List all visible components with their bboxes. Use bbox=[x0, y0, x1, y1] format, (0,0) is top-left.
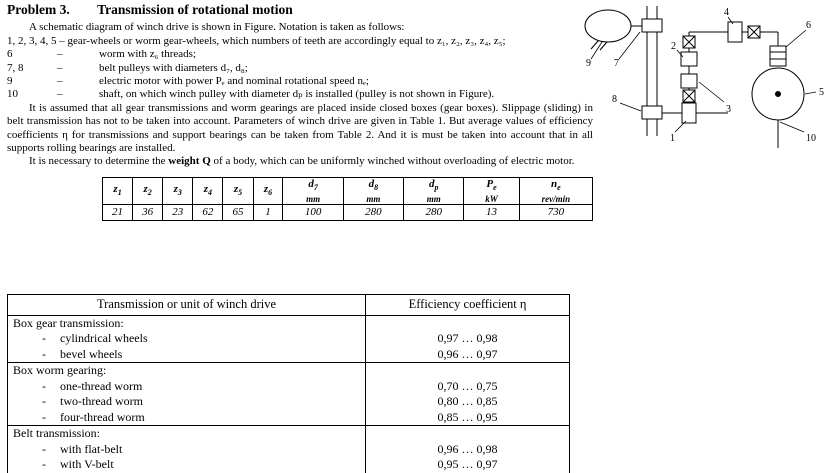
item-value: 0,96 … 0,98 bbox=[437, 441, 498, 456]
table1-header-cell: $d_p$ mm bbox=[404, 177, 464, 205]
table1-header-cell: $z_1$ bbox=[103, 177, 133, 205]
item-value: 0,96 … 0,97 bbox=[437, 346, 498, 361]
diagram-label-5: 5 bbox=[819, 87, 824, 98]
winch-drive-diagram bbox=[578, 2, 834, 172]
table2-section-gear bbox=[8, 316, 569, 364]
item-bullet: - bbox=[42, 409, 46, 424]
task-text: of a body, which can be uniformly winched without overloading of electric motor. bbox=[210, 155, 575, 168]
table2-empty-cell bbox=[366, 363, 569, 379]
gear-4-shape bbox=[728, 22, 742, 42]
item-label: one-thread worm bbox=[60, 378, 143, 393]
table1-value-cell: 100 bbox=[283, 205, 343, 221]
diagram-label-1: 1 bbox=[670, 133, 675, 144]
notation-text: worm with z₆ threads; bbox=[99, 48, 197, 61]
table1-value-cell: 21 bbox=[103, 205, 133, 221]
table2-section-title-row bbox=[8, 426, 569, 442]
table1-value-cell: 1 bbox=[253, 205, 283, 221]
item-value: 0,80 … 0,85 bbox=[437, 394, 498, 408]
diagram-label-9: 9 bbox=[586, 58, 591, 69]
table2-empty-cell bbox=[366, 316, 569, 332]
item-bullet: - bbox=[42, 331, 46, 345]
notation-item-shaft bbox=[7, 88, 593, 101]
notation-num: 9 bbox=[7, 75, 13, 88]
notation-text: belt pulleys with diameters d₇, d₈; bbox=[99, 61, 248, 74]
table1-value-cell: 730 bbox=[519, 205, 592, 221]
item-bullet: - bbox=[42, 457, 46, 471]
gear-train-shape bbox=[662, 22, 778, 123]
table2-empty-cell bbox=[366, 426, 569, 442]
pulley-8-shape bbox=[642, 106, 662, 119]
diagram-label-2: 2 bbox=[671, 41, 676, 52]
table1-value-cell: 280 bbox=[343, 205, 403, 221]
table2-section-belt bbox=[8, 426, 569, 473]
parameters-table bbox=[102, 177, 593, 222]
task-weight-q: weight Q bbox=[168, 155, 211, 168]
worm-6-shape bbox=[770, 46, 786, 66]
gear-1-shape bbox=[682, 103, 696, 123]
page-title bbox=[7, 3, 593, 16]
table1-value-cell: 13 bbox=[464, 205, 519, 221]
table2-col2-header: Efficiency coefficient η bbox=[408, 297, 527, 311]
table1-value-cell: 36 bbox=[133, 205, 163, 221]
notation-item-motor bbox=[7, 75, 593, 88]
motor-shape bbox=[585, 10, 646, 50]
table2-section-title-row bbox=[8, 316, 569, 332]
notation-num: 7, 8 bbox=[7, 61, 24, 74]
item-value: 0,97 … 0,98 bbox=[437, 331, 498, 345]
table2-item-row bbox=[8, 331, 569, 347]
section-title: Belt transmission: bbox=[8, 426, 366, 442]
table2-section-title-row bbox=[8, 363, 569, 379]
notation-item-gears bbox=[7, 35, 593, 48]
gear-3-shape bbox=[681, 74, 697, 88]
problem-name: Transmission of rotational motion bbox=[97, 2, 293, 17]
notation-item-worm bbox=[7, 48, 593, 61]
notation-num: 6 bbox=[7, 48, 13, 61]
table1-value-cell: 280 bbox=[404, 205, 464, 221]
table2-item-row bbox=[8, 410, 569, 426]
table1-header-cell: $z_2$ bbox=[133, 177, 163, 205]
diagram-label-10: 10 bbox=[806, 133, 816, 144]
table1-header-cell: $P_e$ kW bbox=[464, 177, 519, 205]
leader-lines bbox=[591, 17, 816, 132]
notation-dash: – bbox=[57, 75, 63, 88]
worm-and-wheel-shape bbox=[752, 32, 804, 148]
notation-text: electric motor with power Pₑ and nominal rotational speed nₑ; bbox=[99, 75, 369, 88]
notation-dash: – bbox=[57, 48, 63, 61]
item-bullet: - bbox=[42, 394, 46, 408]
table1-header-cell: $n_e$ rev/min bbox=[519, 177, 592, 205]
notation-text: shaft, on which winch pulley with diameter dₚ is installed (pulley is not shown in Figure). bbox=[99, 88, 495, 101]
table2-item-row bbox=[8, 442, 569, 458]
item-label: four-thread worm bbox=[60, 409, 145, 424]
diagram-label-6: 6 bbox=[806, 20, 811, 31]
diagram-label-8: 8 bbox=[612, 94, 617, 105]
notation-item-pulleys bbox=[7, 62, 593, 75]
notation-text: gear-wheels or worm gear-wheels, which numbers of teeth are accordingly equal to z₁, z₂, z₃, z₄, z₅; bbox=[67, 34, 506, 47]
task-text: It is necessary to determine the bbox=[29, 155, 169, 168]
item-label: two-thread worm bbox=[60, 394, 143, 408]
item-label: with flat-belt bbox=[60, 441, 123, 456]
table2-header-row bbox=[8, 295, 569, 316]
table1-header-cell: $z_5$ bbox=[223, 177, 253, 205]
item-value: 0,95 … 0,97 bbox=[437, 457, 498, 471]
item-value: 0,70 … 0,75 bbox=[437, 378, 498, 393]
table2-section-worm bbox=[8, 363, 569, 426]
task-paragraph bbox=[7, 155, 593, 168]
notation-dash: – bbox=[57, 88, 63, 101]
table2-item-row bbox=[8, 347, 569, 363]
item-label: bevel wheels bbox=[60, 346, 123, 361]
table1-value-cell: 65 bbox=[223, 205, 253, 221]
table1-value-cell: 62 bbox=[193, 205, 223, 221]
table1-header-cell: $d_7$ mm bbox=[283, 177, 343, 205]
assumptions-paragraph: It is assumed that all gear transmissions and worm gearings are placed inside closed boxes (gear boxes). Slippage (sliding) in belt transmission has not to be taken into account. Parameters of winch drive are given in Table 1. But average values of efficiency coefficients η for transmissions and support bearings can be taken from Table 2. And it is must be taken into account that in all supports rolling bearings are installed. bbox=[7, 101, 593, 155]
table2-item-row bbox=[8, 394, 569, 410]
table1-header-row bbox=[103, 177, 593, 205]
table1-header-cell: $z_6$ bbox=[253, 177, 283, 205]
problem-number: Problem 3. bbox=[7, 2, 70, 17]
table1-header-cell: $d_8$ mm bbox=[343, 177, 403, 205]
item-value: 0,85 … 0,95 bbox=[437, 409, 498, 424]
diagram-label-7: 7 bbox=[614, 58, 619, 69]
table1-header-cell: $z_3$ bbox=[163, 177, 193, 205]
pulley-7-shape bbox=[642, 19, 662, 32]
diagram-label-3: 3 bbox=[726, 104, 731, 115]
belt-shape bbox=[642, 6, 662, 136]
table1-value-cell: 23 bbox=[163, 205, 193, 221]
diagram-label-4: 4 bbox=[724, 7, 729, 18]
table1-header-cell: $z_4$ bbox=[193, 177, 223, 205]
notation-num: 1, 2, 3, 4, 5 bbox=[7, 34, 57, 47]
notation-dash: – bbox=[59, 34, 65, 47]
gear-2-shape bbox=[681, 52, 697, 66]
problem-text bbox=[7, 3, 593, 221]
section-title: Box worm gearing: bbox=[8, 363, 366, 379]
section-title: Box gear transmission: bbox=[8, 316, 366, 332]
intro-paragraph: A schematic diagram of winch drive is shown in Figure. Notation is taken as follows: bbox=[29, 21, 405, 34]
item-bullet: - bbox=[42, 346, 46, 361]
notation-dash: – bbox=[57, 61, 63, 74]
item-label: cylindrical wheels bbox=[60, 331, 148, 345]
efficiency-table bbox=[7, 294, 570, 473]
item-label: with V-belt bbox=[60, 457, 114, 471]
table1-values-row bbox=[103, 205, 593, 221]
table2-col1-header: Transmission or unit of winch drive bbox=[8, 295, 366, 315]
table2-item-row bbox=[8, 379, 569, 395]
item-bullet: - bbox=[42, 441, 46, 456]
notation-num: 10 bbox=[7, 88, 18, 101]
table2-item-row bbox=[8, 457, 569, 473]
item-bullet: - bbox=[42, 378, 46, 393]
